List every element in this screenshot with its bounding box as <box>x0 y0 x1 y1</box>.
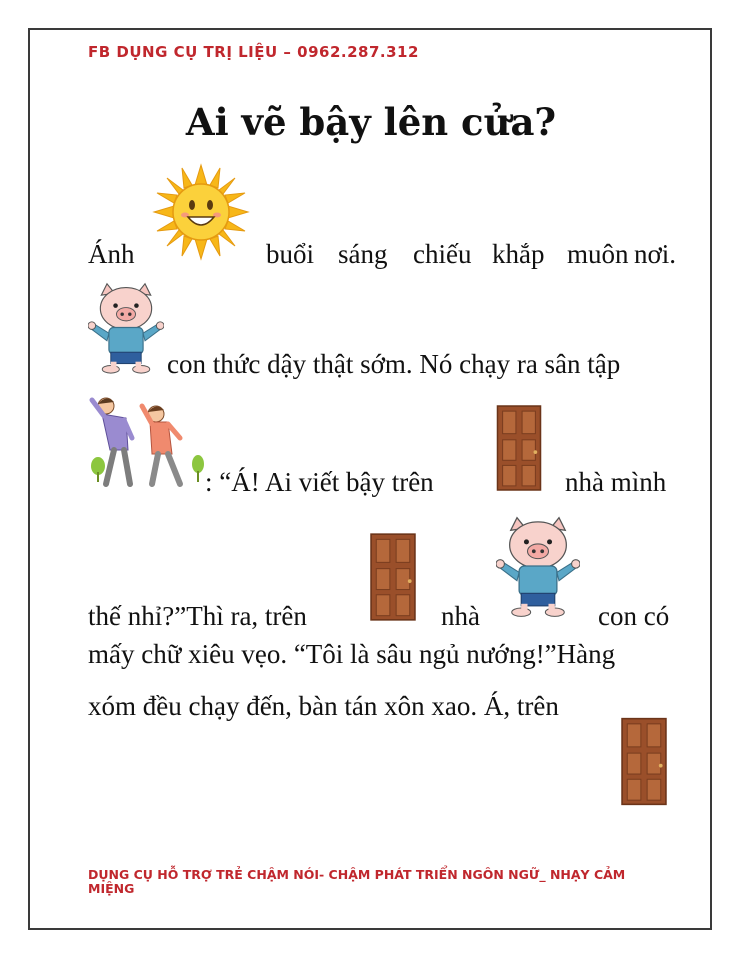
door-icon <box>496 405 542 491</box>
word-sang: sáng <box>338 239 388 269</box>
story-line-2: con thức dậy thật sớm. Nó chạy ra sân tập <box>167 349 621 379</box>
door-icon <box>370 532 416 622</box>
word-khap: khắp <box>492 239 545 269</box>
pig-icon <box>88 280 164 375</box>
word-chieu: chiếu <box>413 239 472 269</box>
footer-slogan: DỤNG CỤ HỖ TRỢ TRẺ CHẬM NÓI- CHẬM PHÁT TRIỂN NGÔN NGỮ_ NHẠY CẢM MIỆNG <box>88 867 626 896</box>
story-line-6: xóm đều chạy đến, bàn tán xôn xao. Á, trên <box>88 691 559 721</box>
header-contact: FB DỤNG CỤ TRỊ LIỆU – 0962.287.312 <box>88 43 419 61</box>
story-line-3a: : “Á! Ai viết bậy trên <box>205 467 434 497</box>
word-buoi: buổi <box>266 239 315 269</box>
word-anh: Ánh <box>88 239 135 269</box>
exercise-icon <box>88 392 206 490</box>
story-line-3b: nhà mình <box>565 467 667 497</box>
page-title: Ai vẽ bậy lên cửa? <box>185 100 557 144</box>
pig-icon <box>496 512 580 620</box>
door-icon <box>621 714 667 809</box>
story-line-4a: thế nhỉ?”Thì ra, trên <box>88 601 307 631</box>
word-muon: muôn <box>567 239 629 269</box>
story-line-4b: nhà <box>441 601 480 631</box>
sun-icon <box>152 163 250 261</box>
story-line-4c: con có <box>598 601 670 631</box>
word-noi: nơi. <box>634 239 677 269</box>
story-line-5: mấy chữ xiêu vẹo. “Tôi là sâu ngủ nướng!”Hàng <box>88 639 616 669</box>
